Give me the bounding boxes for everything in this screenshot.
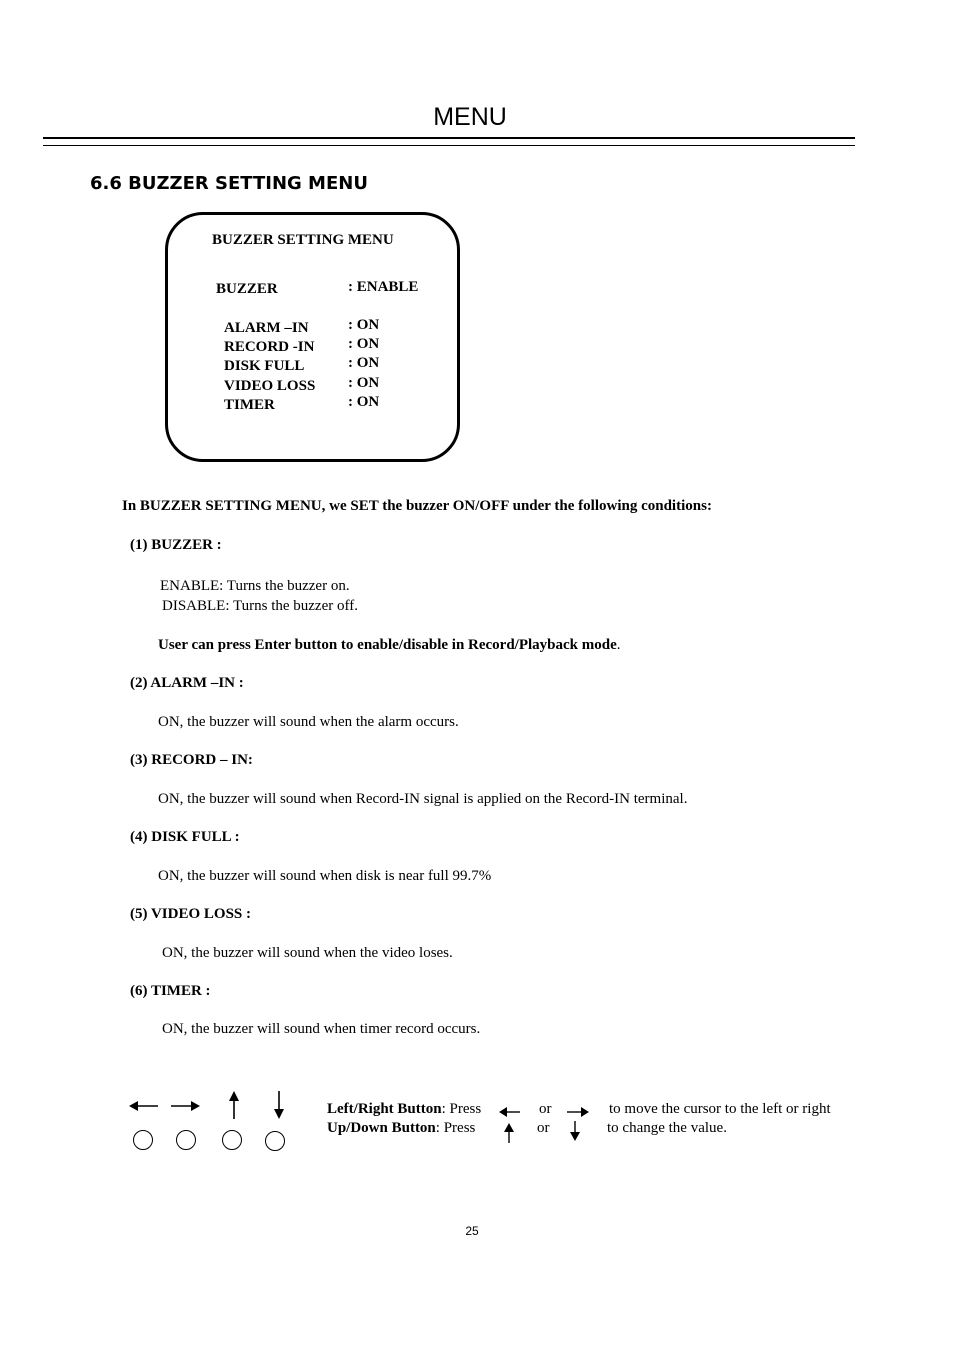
arrow-down-icon	[568, 1120, 582, 1142]
buzzer-note-period: .	[616, 637, 621, 653]
up-down-press-text: : Press	[435, 1120, 476, 1136]
left-right-or: or	[539, 1101, 552, 1117]
left-right-button-name: Left/Right Button	[327, 1101, 442, 1117]
menu-item-value: : ON	[348, 394, 380, 410]
section-title: 6.6 BUZZER SETTING MENU	[90, 173, 368, 194]
buzzer-enable-desc: ENABLE: Turns the buzzer on.	[160, 578, 350, 594]
buzzer-note-text: User can press Enter button to enable/disable in Record/Playback mode	[158, 637, 617, 653]
up-down-button-label	[327, 1120, 475, 1137]
arrow-right-icon	[566, 1105, 590, 1119]
intro-text: In BUZZER SETTING MENU, we SET the buzzer ON/OFF under the following conditions:	[122, 498, 712, 514]
menu-item-value: : ON	[348, 355, 380, 371]
header-rule-top	[43, 137, 855, 139]
item-heading: (6) TIMER :	[130, 983, 211, 999]
down-button[interactable]	[265, 1131, 285, 1151]
item-heading: (1) BUZZER :	[130, 537, 222, 553]
left-right-description: to move the cursor to the left or right	[609, 1101, 831, 1117]
menu-item-label: RECORD -IN	[224, 339, 315, 355]
menu-title: BUZZER SETTING MENU	[212, 232, 394, 248]
menu-buzzer-value: : ENABLE	[348, 279, 419, 295]
menu-item-value: : ON	[348, 336, 380, 352]
left-button[interactable]	[133, 1130, 153, 1150]
arrow-left-icon	[128, 1098, 160, 1114]
arrow-up-icon	[502, 1122, 516, 1144]
item-heading: (2) ALARM –IN :	[130, 675, 244, 691]
menu-item-label: VIDEO LOSS	[224, 378, 316, 394]
up-down-or: or	[537, 1120, 550, 1136]
menu-item-label: DISK FULL	[224, 358, 305, 374]
left-right-button-label	[327, 1101, 481, 1118]
item-description: ON, the buzzer will sound when Record-IN signal is applied on the Record-IN terminal.	[158, 791, 688, 807]
item-description: ON, the buzzer will sound when timer record occurs.	[162, 1021, 481, 1037]
page-number: 25	[465, 1224, 479, 1238]
item-description: ON, the buzzer will sound when disk is near full 99.7%	[158, 868, 492, 884]
item-heading: (3) RECORD – IN:	[130, 752, 253, 768]
up-button[interactable]	[222, 1130, 242, 1150]
buzzer-note	[158, 637, 621, 654]
arrow-up-icon	[226, 1090, 242, 1120]
arrow-left-icon	[498, 1105, 522, 1119]
item-description: ON, the buzzer will sound when the video loses.	[162, 945, 453, 961]
menu-item-label: TIMER	[224, 397, 275, 413]
up-down-description: to change the value.	[607, 1120, 727, 1136]
arrow-right-icon	[170, 1098, 202, 1114]
item-description: ON, the buzzer will sound when the alarm occurs.	[158, 714, 459, 730]
page-header-title: MENU	[433, 103, 507, 131]
header-rule-bottom	[43, 145, 855, 146]
buzzer-disable-desc: DISABLE: Turns the buzzer off.	[162, 598, 358, 614]
item-heading: (4) DISK FULL :	[130, 829, 240, 845]
right-button[interactable]	[176, 1130, 196, 1150]
menu-item-label: ALARM –IN	[224, 320, 309, 336]
menu-buzzer-label: BUZZER	[216, 281, 278, 297]
menu-item-value: : ON	[348, 317, 380, 333]
arrow-down-icon	[271, 1090, 287, 1120]
buzzer-menu-box	[165, 212, 460, 462]
menu-item-value: : ON	[348, 375, 380, 391]
left-right-press-text: : Press	[441, 1101, 482, 1117]
item-heading: (5) VIDEO LOSS :	[130, 906, 251, 922]
up-down-button-name: Up/Down Button	[327, 1120, 436, 1136]
